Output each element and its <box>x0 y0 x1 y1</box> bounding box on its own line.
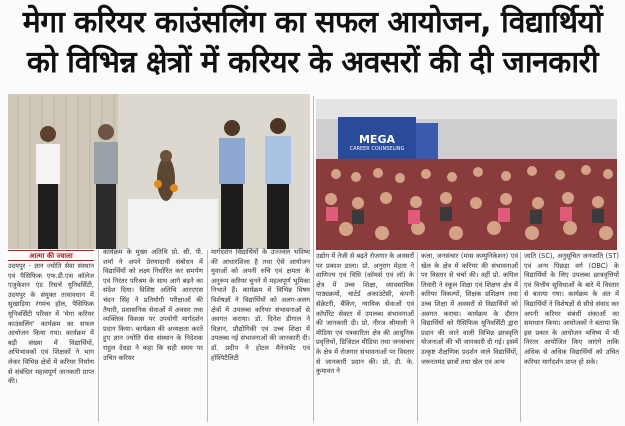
headline <box>6 4 619 84</box>
banner-subtext: CAREER COUNSELING <box>349 146 405 152</box>
column-divider <box>520 252 521 422</box>
column-divider <box>207 250 208 422</box>
article-column-3: मार्गदर्शन विद्यार्थियों के उज्ज्वल भविष्य की आधारशिला है तथा ऐसे आयोजन युवाओं को अपनी रुचि एवं क्षमता के अनुरूप करियर चुनने में महत्वपूर्ण भूमिका निभाते हैं। कार्यक्रम में विभिन्न विषय विशेषज्ञों ने विद्यार्थियों को अलग-अलग क्षेत्रों में उपलब्ध करियर संभावनाओं से अवगत कराया। डॉ. दिनेश डीगाल ने विज्ञान, प्रौद्योगिकी एवं उच्च शिक्षा में उपलब्ध नई संभावनाओं की जानकारी दी। डॉ. प्रदीप ने होटल मैनेजमेंट एवं हॉस्पिटैलिटी <box>211 248 310 362</box>
headline-line-1: मेगा करियर काउंसलिंग का सफल आयोजन, विद्यार्थियों <box>22 5 603 40</box>
article-column-5: कला, जनसंचार (मास कम्युनिकेशन) एवं खेल के क्षेत्र में करियर की संभावनाओं पर विस्तार से चर्चा की। वहीं प्रो. कपिल तिवारी ने स्कूल शिक्षा एवं शिक्षण क्षेत्र में करियर विकल्पों, शिक्षक प्रशिक्षण तथा उच्च शिक्षा में अवसरों से विद्यार्थियों को अवगत कराया। कार्यक्रम के दौरान विद्यार्थियों को पैसिफिक यूनिवर्सिटी द्वारा प्रदान की जाने वाली विभिन्न छात्रवृत्ति योजनाओं की भी जानकारी दी गई। इसमें उत्कृष्ट शैक्षणिक प्रदर्शन वाले विद्यार्थियों, जरूरतमंद छात्रों तथा खेल एवं अन्य <box>421 252 518 366</box>
column-divider <box>417 252 418 422</box>
article-column-4: उद्योग में तेजी से बढ़ते रोजगार के अवसरों पर प्रकाश डाला। प्रो. अनुराग मेहता ने वाणिज्य एवं विधि (कॉमर्स एवं लॉ) के क्षेत्र में उच्च शिक्षा, व्यावसायिक पाठ्यक्रमों, चार्टर्ड अकाउंटेंसी, कंपनी सेक्रेटरी, बैंकिंग, न्यायिक सेवाओं एवं कॉर्पोरेट सेक्टर में उपलब्ध संभावनाओं की जानकारी दी। प्रो. नीरज श्रीमाली ने मीडिया एवं पत्रकारिता क्षेत्र की आधुनिक प्रवृत्तियों, डिजिटल मीडिया तथा जनसंचार के क्षेत्र में रोजगार संभावनाओं पर विस्तार से जानकारी प्रदान की। प्रो. डी. के. कुमावत ने <box>316 252 414 376</box>
article-column-6: जाति (SC), अनुसूचित जनजाति (ST) एवं अन्य पिछड़ा वर्ग (OBC) के विद्यार्थियों के लिए उपलब्ध छात्रवृत्तियों एवं वित्तीय सुविधाओं के बारे में विस्तार से बताया गया। कार्यक्रम के अंत में विद्यार्थियों ने विशेषज्ञों से सीधे संवाद कर अपनी करियर संबंधी शंकाओं का समाधान किया। आयोजकों ने बताया कि इस प्रकार के आयोजन भविष्य में भी निरंतर आयोजित किए जाएंगे ताकि अधिक से अधिक विद्यार्थियों को उचित करियर मार्गदर्शन प्राप्त हो सके। <box>524 252 619 366</box>
column-divider <box>313 96 314 422</box>
article-column-2: कार्यक्रम के मुख्य अतिथि प्रो. सी. पी. शर्मा ने अपने प्रेरणादायी संबोधन में विद्यार्थियों को लक्ष्य निर्धारित कर समर्पण एवं निरंतर परिश्रम के साथ आगे बढ़ने का संदेश दिया। विशिष्ट अतिथि आरएएस चंदन सिंह ने प्रतियोगी परीक्षाओं की तैयारी, प्रशासनिक सेवाओं में अवसर तथा व्यक्तित्व विकास पर उपयोगी मार्गदर्शन प्रदान किया। कार्यक्रम की अध्यक्षता करते हुए ज्ञान ज्योति सेवा संस्थान के निदेशक राहुल देवड़ा ने कहा कि सही समय पर उचित करियर <box>103 248 203 362</box>
article-column-1: उदयपुर - ज्ञान ज्योति सेवा संस्थान एवं पैसिफिक एफ.डी.एस कॉलेज एजुकेशन एंड रिसर्च यूनिवर्सिटी, उदयपुर के संयुक्त तत्वावधान में सुखाड़िया रंगमंच हॉल, पैसिफिक यूनिवर्सिटी परिसर में 'मेगा करियर काउंसलिंग' कार्यक्रम का सफल आयोजन किया गया। कार्यक्रम में बड़ी संख्या में विद्यार्थियों, अभिभावकों एवं शिक्षकों ने भाग लेकर विभिन्न क्षेत्रों में करियर निर्माण से संबंधित महत्वपूर्ण जानकारी प्राप्त की। <box>8 262 94 386</box>
photo-guests <box>8 94 310 249</box>
banner-text: MEGA <box>358 133 395 146</box>
byline: आत्मा की ज्वाला <box>8 250 94 261</box>
photo-auditorium <box>316 99 617 250</box>
headline-line-2: को विभिन्न क्षेत्रों में करियर के अवसरों की दी जानकारी <box>26 45 599 80</box>
column-divider <box>98 250 99 422</box>
photo-auditorium-illustration <box>316 99 617 250</box>
photo-guests-illustration <box>8 94 310 249</box>
